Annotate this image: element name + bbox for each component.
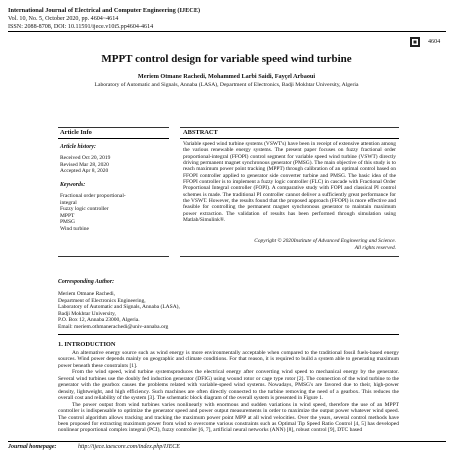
author-line: Meriem Otmane Rachedi, [58, 291, 115, 297]
author-line: P.O. Box 12, Annaba 23000, Algeria. [58, 317, 140, 323]
corresponding-author-details [58, 291, 180, 330]
journal-logo-icon [409, 36, 421, 48]
header-rule [8, 31, 446, 32]
author-line: Email: meriem.othmanerachedi@univ-annaba.org [58, 323, 169, 330]
keyword-item: Fuzzy logic controller [60, 206, 109, 212]
journal-name: International Journal of Electrical and Computer Engineering (IJECE) [8, 7, 201, 14]
abstract-text [183, 141, 396, 223]
accepted-date: Accepted Apr 8, 2020 [60, 168, 109, 174]
author-rule [58, 334, 399, 335]
copyright-line-1: Copyright © 2020Institute of Advanced Engineering and Science. [254, 238, 396, 244]
abstract-rule [180, 138, 399, 139]
introduction-paragraph: An alternative energy source such as wind energy is more environmentally acceptable when compared to the traditional fossil fuels-based energy sources. Wind power depends mainly on geographic and climate conditions. For that reason, it is required to build a system able to generating maximum power beneath these constraints [1]. [58, 350, 399, 369]
introduction-body [58, 350, 399, 434]
keyword-item: Wind turbine [60, 225, 89, 232]
abstract-paragraph: Variable speed wind turbine systems (VSWT's) have been in receipt of extensive attention among the various renewable energy systems. The present paper focuses on fuzzy fractional order proportional-integral (FFOPI) control segment for variable speed wind turbine (VSWT) directly driving permanent magnet synchronous generator (PMSG). The main objective of this study is to reach maximum power point tracking (MPPT) through calibration of an optimal control based on FFOPI controller applied to generator side converter turbine and PMSG. The basic idea of the FFOPI controller is to implement a fuzzy logic controller (FLC) in cascade with Fractional Order Proportional Integral controller (FOPI). A comparative study with FOPI and classical PI control schemes is made. The traditional PI controller cannot deliver a sufficiently great performance for the VSWT. However, the results found that the proposed approach (FFOPI) is more effective and feasible for controlling the permanent magnet synchronous generator to maintain maximum power extraction. The validation of results has been performed through simulation using Matlab/Simulink®. [183, 141, 396, 224]
article-history-label: Article history: [60, 144, 96, 150]
page-number: 4604 [428, 39, 441, 45]
received-date: Received Oct 20, 2019 [60, 155, 111, 161]
article-info-rule [58, 138, 169, 139]
keyword-item: PMSG [60, 219, 75, 225]
paper-title: MPPT control design for variable speed wind turbine [101, 53, 352, 65]
paper-authors: Meriem Otmane Rachedi, Mohammed Larbi Saidi, Fayçel Arbaoui [137, 73, 316, 80]
paper-affiliation: Laboratory of Automatic and Signals, Annaba (LASA), Department of Electronics, Badji Mokhtar University, Algeria [94, 82, 359, 88]
introduction-paragraph: From the wind speed, wind turbine systemsproduces the electrical energy after converting wind speed to mechanical energy by the generator. Several wind turbines use the doubly fed induction generator (DFIG) using wound rotor or cage type rotor [2]. The connection of the wind turbine to the generator with the gearbox causes the problems related with variable-speed wind systems. Nowadays, PMSG's are favored due to their, high-power density, lightweight, and high efficiency. Such machines are often directly connected to the turbine removing the need of a gearbox. This reduces the overall cost and reliability of the system [3]. The schematic block diagram of the overall system is presented in Figure 1. [58, 369, 399, 402]
revised-date: Revised Mar 28, 2020 [60, 161, 109, 168]
keywords-label: Keywords: [60, 182, 86, 188]
footer-rule [8, 441, 446, 442]
abstract-header: ABSTRACT [183, 129, 218, 136]
journal-issn: ISSN: 2088-8708, DOI: 10.11591/ijece.v10i5.pp4604-4614 [8, 24, 154, 30]
author-line: Badji Mokhtar University, [58, 310, 116, 317]
footer-url[interactable]: http://ijece.iaescore.com/index.php/IJECE [78, 444, 180, 450]
keyword-item: MPPT [60, 212, 75, 219]
keywords-list [60, 193, 126, 232]
introduction-heading: 1. INTRODUCTION [58, 341, 116, 348]
keyword-item: integral [60, 199, 77, 206]
journal-volume: Vol. 10, No. 5, October 2020, pp. 4604~4614 [8, 16, 119, 22]
introduction-paragraph: The power output from wind turbines varies nonlinearly with enormous and sudden variations in wind speed, therefore the use of an MPPT controller is indispensable to optimize the generator speed and power output measurements in order to maximize the output power whatever wind speed. The control algorithm allows tracking and tracking the maximum power point MPP at all wind velocities. Over the years, several control methods have been proposed for extracting maximum power from wind to overcome various constraints such as Optimal Tip Speed Ratio Control [4, 5] has developed nonlinear proportional complex integral (PCI), fuzzy controller [6, 7], artificial neural networks (ANN) [8], robust control [9], DTC based [58, 401, 399, 434]
footer-label: Journal homepage: [8, 444, 57, 450]
author-line: Laboratory of Automatic and Signals, Annaba (LASA), [58, 304, 180, 310]
corresponding-author-label: Corresponding Author: [58, 279, 115, 285]
article-info-header: Article Info [60, 129, 92, 136]
author-line: Department of Electronics Engineering, [58, 297, 146, 304]
keyword-item: Fractional order proportional- [60, 193, 126, 199]
copyright-line-2: All rights reserved. [354, 245, 396, 251]
